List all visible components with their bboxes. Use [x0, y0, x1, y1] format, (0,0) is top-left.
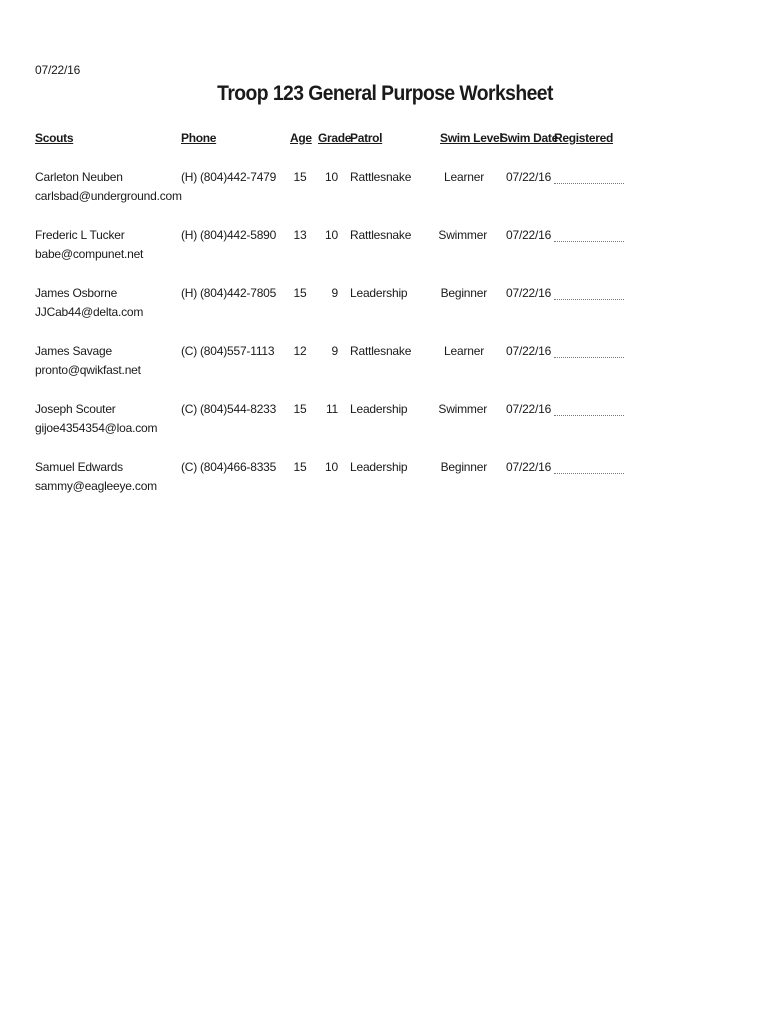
col-header-grade: Grade [318, 131, 352, 145]
phone-number: (804)466-8335 [200, 460, 277, 474]
swim-level: Swimmer [438, 228, 487, 242]
scout-email: gijoe4354354@loa.com [35, 421, 158, 435]
scout-grade: 10 [325, 228, 338, 242]
swim-date: 07/22/16 [506, 402, 552, 416]
scout-email: pronto@qwikfast.net [35, 363, 141, 377]
table-row [0, 226, 770, 266]
scout-patrol: Rattlesnake [350, 170, 412, 184]
scout-patrol: Rattlesnake [350, 228, 412, 242]
swim-level: Beginner [440, 286, 487, 300]
table-row [0, 168, 770, 208]
scout-age: 12 [293, 344, 307, 358]
scout-grade: 11 [325, 402, 338, 416]
report-date: 07/22/16 [35, 63, 81, 77]
col-header-swim-date: Swim Date [500, 131, 558, 145]
col-header-age: Age [290, 131, 312, 145]
scout-name: James Savage [35, 344, 112, 358]
registered-blank-line [554, 357, 624, 358]
scout-email: JJCab44@delta.com [35, 305, 144, 319]
scout-name: James Osborne [35, 286, 118, 300]
phone-type: (H) [181, 228, 198, 242]
col-header-patrol: Patrol [350, 131, 383, 145]
scout-grade: 9 [331, 344, 338, 358]
scout-patrol: Leadership [350, 286, 408, 300]
scout-age: 15 [293, 402, 307, 416]
scout-patrol: Leadership [350, 402, 408, 416]
phone-type: (C) [181, 460, 198, 474]
scout-name: Samuel Edwards [35, 460, 123, 474]
registered-blank-line [554, 473, 624, 474]
scout-email: sammy@eagleeye.com [35, 479, 157, 493]
registered-blank-line [554, 299, 624, 300]
scout-name: Frederic L Tucker [35, 228, 125, 242]
swim-date: 07/22/16 [506, 170, 552, 184]
swim-level: Learner [444, 170, 484, 184]
col-header-scouts: Scouts [35, 131, 74, 145]
scout-age: 13 [293, 228, 307, 242]
scout-email: carlsbad@underground.com [35, 189, 182, 203]
registered-blank-line [554, 241, 624, 242]
phone-number: (804)442-7479 [200, 170, 277, 184]
registered-blank-line [554, 415, 624, 416]
swim-level: Learner [444, 344, 484, 358]
scout-grade: 9 [331, 286, 338, 300]
phone-number: (804)442-5890 [200, 228, 277, 242]
col-header-phone: Phone [181, 131, 217, 145]
phone-type: (H) [181, 286, 198, 300]
phone-number: (804)557-1113 [200, 344, 275, 358]
table-row [0, 342, 770, 382]
table-row [0, 284, 770, 324]
scout-email: babe@compunet.net [35, 247, 144, 261]
table-row [0, 458, 770, 498]
scout-grade: 10 [325, 170, 338, 184]
phone-type: (C) [181, 344, 198, 358]
scout-name: Carleton Neuben [35, 170, 123, 184]
scout-age: 15 [293, 460, 307, 474]
scout-patrol: Leadership [350, 460, 408, 474]
swim-date: 07/22/16 [506, 286, 552, 300]
swim-date: 07/22/16 [506, 460, 552, 474]
registered-blank-line [554, 183, 624, 184]
table-row [0, 400, 770, 440]
phone-type: (C) [181, 402, 198, 416]
scout-patrol: Rattlesnake [350, 344, 412, 358]
col-header-swim-level: Swim Level [440, 131, 503, 145]
swim-level: Beginner [440, 460, 487, 474]
phone-type: (H) [181, 170, 198, 184]
swim-date: 07/22/16 [506, 228, 552, 242]
scout-age: 15 [293, 170, 307, 184]
swim-date: 07/22/16 [506, 344, 552, 358]
col-header-registered: Registered [554, 131, 614, 145]
swim-level: Swimmer [438, 402, 487, 416]
scout-name: Joseph Scouter [35, 402, 116, 416]
scout-age: 15 [293, 286, 307, 300]
phone-number: (804)442-7805 [200, 286, 277, 300]
phone-number: (804)544-8233 [200, 402, 277, 416]
page-title: Troop 123 General Purpose Worksheet [217, 82, 553, 105]
scout-grade: 10 [325, 460, 338, 474]
